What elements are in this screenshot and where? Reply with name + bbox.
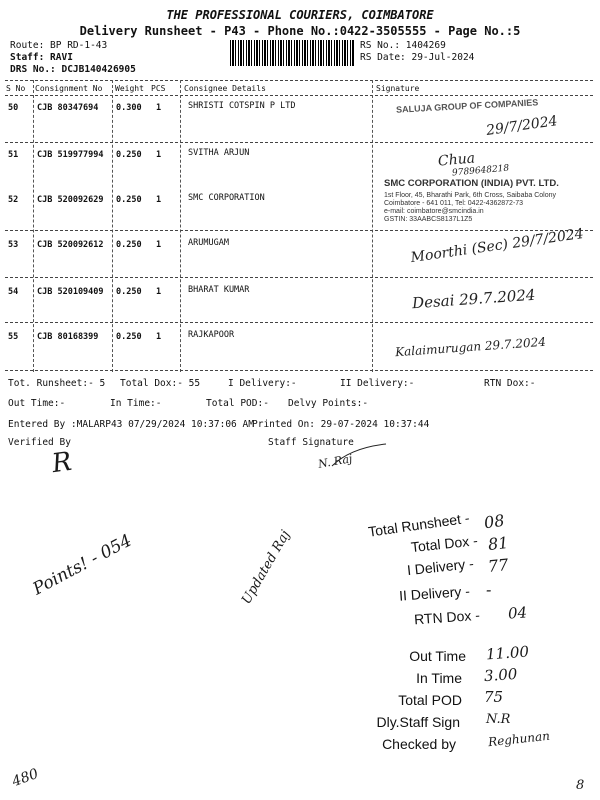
row-rule — [5, 142, 593, 143]
route-label: Route: BP RD-1-43 — [10, 40, 108, 51]
phone-handwritten: 9789648218 — [451, 163, 510, 179]
signature-text: Kalaimurugan 29.7.2024 — [394, 334, 547, 360]
col-divider — [372, 80, 373, 372]
verifier-signature: R — [50, 446, 74, 480]
summary-value: 04 — [507, 603, 528, 623]
col-consignment: Consignment No — [35, 84, 103, 93]
signature-text: Moorthi (Sec) 29/7/2024 — [409, 225, 585, 267]
header-bottom-rule — [5, 95, 593, 96]
drs-number: DRS No.: DCJB140426905 — [10, 64, 136, 75]
col-pcs: PCS — [151, 84, 166, 93]
table-bottom-rule — [5, 370, 593, 371]
barcode-image — [230, 40, 355, 66]
summary-value: 11.00 — [485, 642, 530, 664]
col-divider — [33, 80, 34, 372]
ii-delivery: II Delivery:- — [340, 378, 415, 389]
company-stamp: SALUJA GROUP OF COMPANIES — [395, 97, 539, 115]
col-divider — [112, 80, 113, 372]
row-rule — [5, 322, 593, 323]
staff-signature-label: Staff Signature — [268, 437, 354, 448]
summary-value: 77 — [487, 554, 510, 577]
summary-label: RTN Dox - — [413, 606, 481, 628]
entered-by: Entered By :MALARP43 07/29/2024 10:37:06 AM — [8, 419, 254, 430]
signature-text: 29/7/2024 — [485, 113, 559, 139]
summary-label: II Delivery - — [398, 582, 471, 604]
total-runsheet: Tot. Runsheet:- 5 — [8, 378, 106, 389]
summary-label: I Delivery - — [406, 555, 475, 579]
out-time: Out Time:- — [8, 398, 66, 409]
summary-value: - — [486, 580, 492, 599]
runsheet-heading: Delivery Runsheet - P43 - Phone No.:0422-3505555 - Page No.:5 — [79, 24, 521, 38]
total-dox: Total Dox:- 55 — [120, 378, 201, 389]
col-divider — [180, 80, 181, 372]
updated-note: Updated Raj — [239, 527, 294, 608]
col-weight: Weight — [115, 84, 144, 93]
rs-number: RS No.: 1404269 — [360, 40, 446, 51]
printed-on: Printed On: 29-07-2024 10:37:44 — [252, 419, 430, 430]
corner-mark: 480 — [10, 765, 41, 791]
row-rule — [5, 230, 593, 231]
total-pod: Total POD:- — [206, 398, 269, 409]
rtn-dox: RTN Dox:- — [484, 378, 536, 389]
summary-label: In Time — [416, 670, 462, 686]
summary-label: Checked by — [382, 736, 456, 752]
staff-signature: N. Raj — [317, 452, 354, 471]
corner-mark: 8 — [576, 778, 585, 793]
summary-value: 75 — [484, 688, 504, 706]
col-signature: Signature — [376, 84, 420, 93]
summary-label: Total Dox - — [410, 532, 479, 556]
col-consignee: Consignee Details — [184, 84, 266, 93]
i-delivery: I Delivery:- — [228, 378, 297, 389]
rs-date: RS Date: 29-Jul-2024 — [360, 52, 475, 63]
summary-label: Total Runsheet - — [367, 509, 471, 540]
delvy-points: Delvy Points:- — [288, 398, 369, 409]
in-time: In Time:- — [110, 398, 162, 409]
summary-value: 81 — [487, 532, 510, 555]
signature-stroke — [330, 440, 390, 470]
summary-label: Out Time — [409, 648, 466, 664]
summary-value: N.R — [486, 712, 511, 727]
points-note: Points! - 054 — [29, 530, 136, 600]
summary-value: 08 — [482, 510, 506, 533]
verified-by-label: Verified By — [8, 437, 71, 448]
signature-text: Desai 29.7.2024 — [411, 285, 536, 313]
table-top-rule — [5, 80, 593, 81]
staff-label: Staff: RAVI — [10, 52, 73, 63]
summary-label: Dly.Staff Sign — [376, 714, 460, 730]
summary-value: 3.00 — [483, 664, 518, 686]
summary-value: Reghunan — [487, 728, 551, 750]
summary-label: Total POD — [398, 692, 462, 708]
col-sno: S No — [6, 84, 26, 93]
row-rule — [5, 277, 593, 278]
signature-text: Chua — [437, 150, 476, 170]
company-title: THE PROFESSIONAL COURIERS, COIMBATORE — [166, 8, 434, 22]
